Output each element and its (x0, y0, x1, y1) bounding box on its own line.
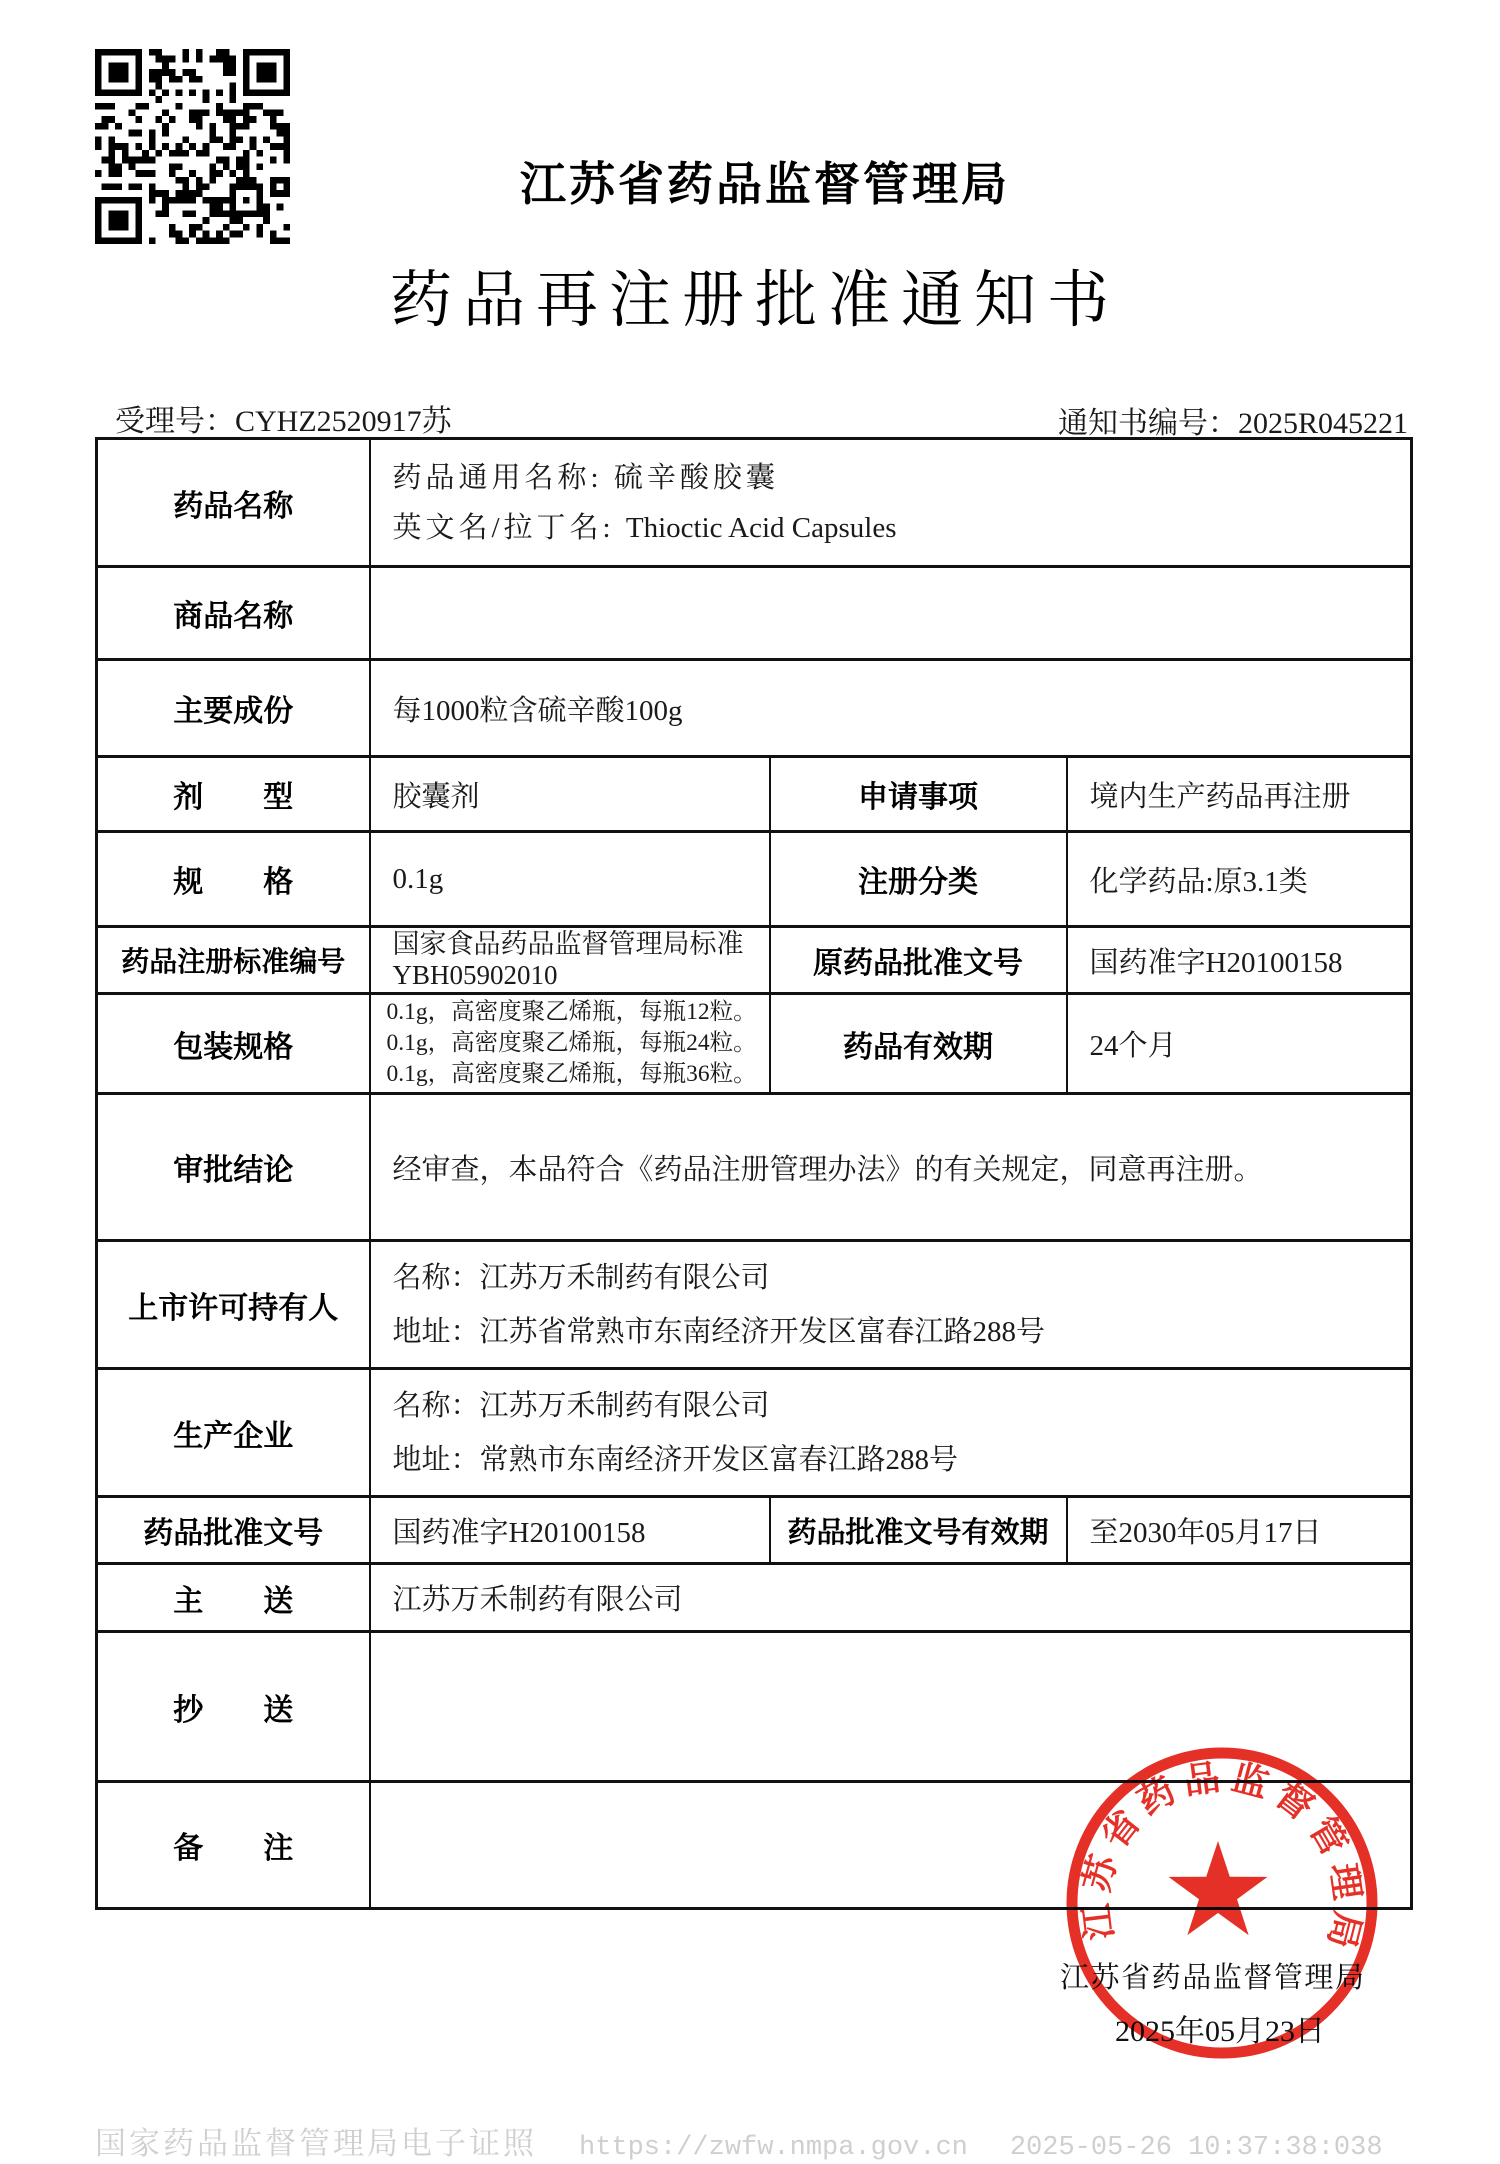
validity-label: 药品有效期 (770, 994, 1067, 1094)
row-spec (97, 832, 1412, 927)
manufacturer-name-line: 名称：江苏万禾制药有限公司 (392, 1389, 770, 1422)
qr-code (95, 49, 290, 244)
holder-addr-line: 地址：江苏省常熟市东南经济开发区富春江路288号 (392, 1315, 1046, 1348)
row-main-send (97, 1564, 1412, 1632)
row-manufacturer (97, 1369, 1412, 1497)
cc-value (370, 1632, 1412, 1782)
row-dosage-form (97, 757, 1412, 832)
remark-label: 备 注 (97, 1782, 370, 1909)
qr-code-pattern (95, 49, 290, 244)
package-line2: 0.1g，高密度聚乙烯瓶，每瓶24粒。 (386, 1030, 757, 1056)
drug-english-value: Thioctic Acid Capsules (625, 511, 897, 544)
row-drug-name (97, 439, 1412, 567)
notice-value: 2025R045221 (1237, 407, 1408, 440)
package-label: 包装规格 (97, 994, 370, 1094)
standard-no-value (370, 927, 770, 994)
application-value: 境内生产药品再注册 (1067, 757, 1412, 832)
e-cert-text: 国家药品监督管理局电子证照 (95, 2126, 537, 2161)
manufacturer-label: 生产企业 (97, 1369, 370, 1497)
approval-table (95, 437, 1413, 1910)
drug-generic-label: 药品通用名称: (392, 461, 614, 494)
seal-arc-text: 江苏省药品监督管理局 (1075, 1756, 1369, 1961)
acceptance-number (115, 396, 452, 440)
row-approval-no (97, 1497, 1412, 1564)
holder-value (370, 1241, 1412, 1369)
orig-approval-value: 国药准字H20100158 (1067, 927, 1412, 994)
remark-value (370, 1782, 1412, 1909)
conclusion-value: 经审查，本品符合《药品注册管理办法》的有关规定，同意再注册。 (370, 1094, 1412, 1241)
package-value (370, 994, 770, 1094)
issuer-name: 江苏省药品监督管理局 (1060, 1962, 1364, 1994)
row-remark (97, 1782, 1412, 1909)
agency-title: 江苏省药品监督管理局 (520, 158, 1010, 210)
validity-value: 24个月 (1067, 994, 1412, 1094)
reg-class-label: 注册分类 (770, 832, 1067, 927)
reg-class-value: 化学药品:原3.1类 (1067, 832, 1412, 927)
standard-no-line1: 国家食品药品监督管理局标准 (392, 929, 744, 959)
row-ingredients (97, 660, 1412, 757)
standard-no-label: 药品注册标准编号 (97, 927, 370, 994)
drug-generic-line (393, 453, 1410, 503)
standard-no-line2: YBH05902010 (392, 960, 558, 990)
application-label: 申请事项 (770, 757, 1067, 832)
spec-value: 0.1g (370, 832, 770, 927)
row-cc (97, 1632, 1412, 1782)
package-line3: 0.1g，高密度聚乙烯瓶，每瓶36粒。 (386, 1061, 757, 1087)
conclusion-label: 审批结论 (97, 1094, 370, 1241)
notice-number (1058, 398, 1408, 442)
approval-no-label: 药品批准文号 (97, 1497, 370, 1564)
drug-generic-value: 硫辛酸胶囊 (613, 461, 779, 494)
main-send-label: 主 送 (97, 1564, 370, 1632)
e-cert-footer (95, 2118, 1475, 2163)
e-cert-url: https://zwfw.nmpa.gov.cn (579, 2133, 968, 2163)
acceptance-value: CYHZ2520917苏 (235, 405, 452, 438)
package-line1: 0.1g，高密度聚乙烯瓶，每瓶12粒。 (386, 999, 757, 1025)
row-standard-no (97, 927, 1412, 994)
drug-english-label: 英文名/拉丁名: (392, 511, 626, 544)
ingredients-value: 每1000粒含硫辛酸100g (370, 660, 1412, 757)
issue-date: 2025年05月23日 (1115, 2015, 1325, 2048)
holder-name-line: 名称：江苏万禾制药有限公司 (392, 1261, 770, 1294)
approval-validity-label: 药品批准文号有效期 (770, 1497, 1067, 1564)
document-title: 药品再注册批准通知书 (389, 267, 1120, 335)
trade-name-value (370, 567, 1412, 660)
dosage-form-label: 剂 型 (97, 757, 370, 832)
holder-label: 上市许可持有人 (97, 1241, 370, 1369)
row-trade-name (97, 567, 1412, 660)
drug-name-value (370, 439, 1412, 567)
drug-english-line (393, 503, 1410, 553)
row-package (97, 994, 1412, 1094)
drug-name-label: 药品名称 (97, 439, 370, 567)
manufacturer-addr-line: 地址：常熟市东南经济开发区富春江路288号 (392, 1443, 959, 1476)
acceptance-label: 受理号： (115, 405, 235, 438)
trade-name-label: 商品名称 (97, 567, 370, 660)
approval-no-value: 国药准字H20100158 (370, 1497, 770, 1564)
approval-validity-value: 至2030年05月17日 (1067, 1497, 1412, 1564)
orig-approval-label: 原药品批准文号 (770, 927, 1067, 994)
notice-label: 通知书编号： (1057, 407, 1238, 440)
row-holder (97, 1241, 1412, 1369)
ingredients-label: 主要成份 (97, 660, 370, 757)
manufacturer-value (370, 1369, 1412, 1497)
cc-label: 抄 送 (97, 1632, 370, 1782)
dosage-form-value: 胶囊剂 (370, 757, 770, 832)
spec-label: 规 格 (97, 832, 370, 927)
e-cert-timestamp: 2025-05-26 10:37:38:038 (1009, 2133, 1383, 2163)
main-send-value: 江苏万禾制药有限公司 (370, 1564, 1412, 1632)
row-conclusion (97, 1094, 1412, 1241)
